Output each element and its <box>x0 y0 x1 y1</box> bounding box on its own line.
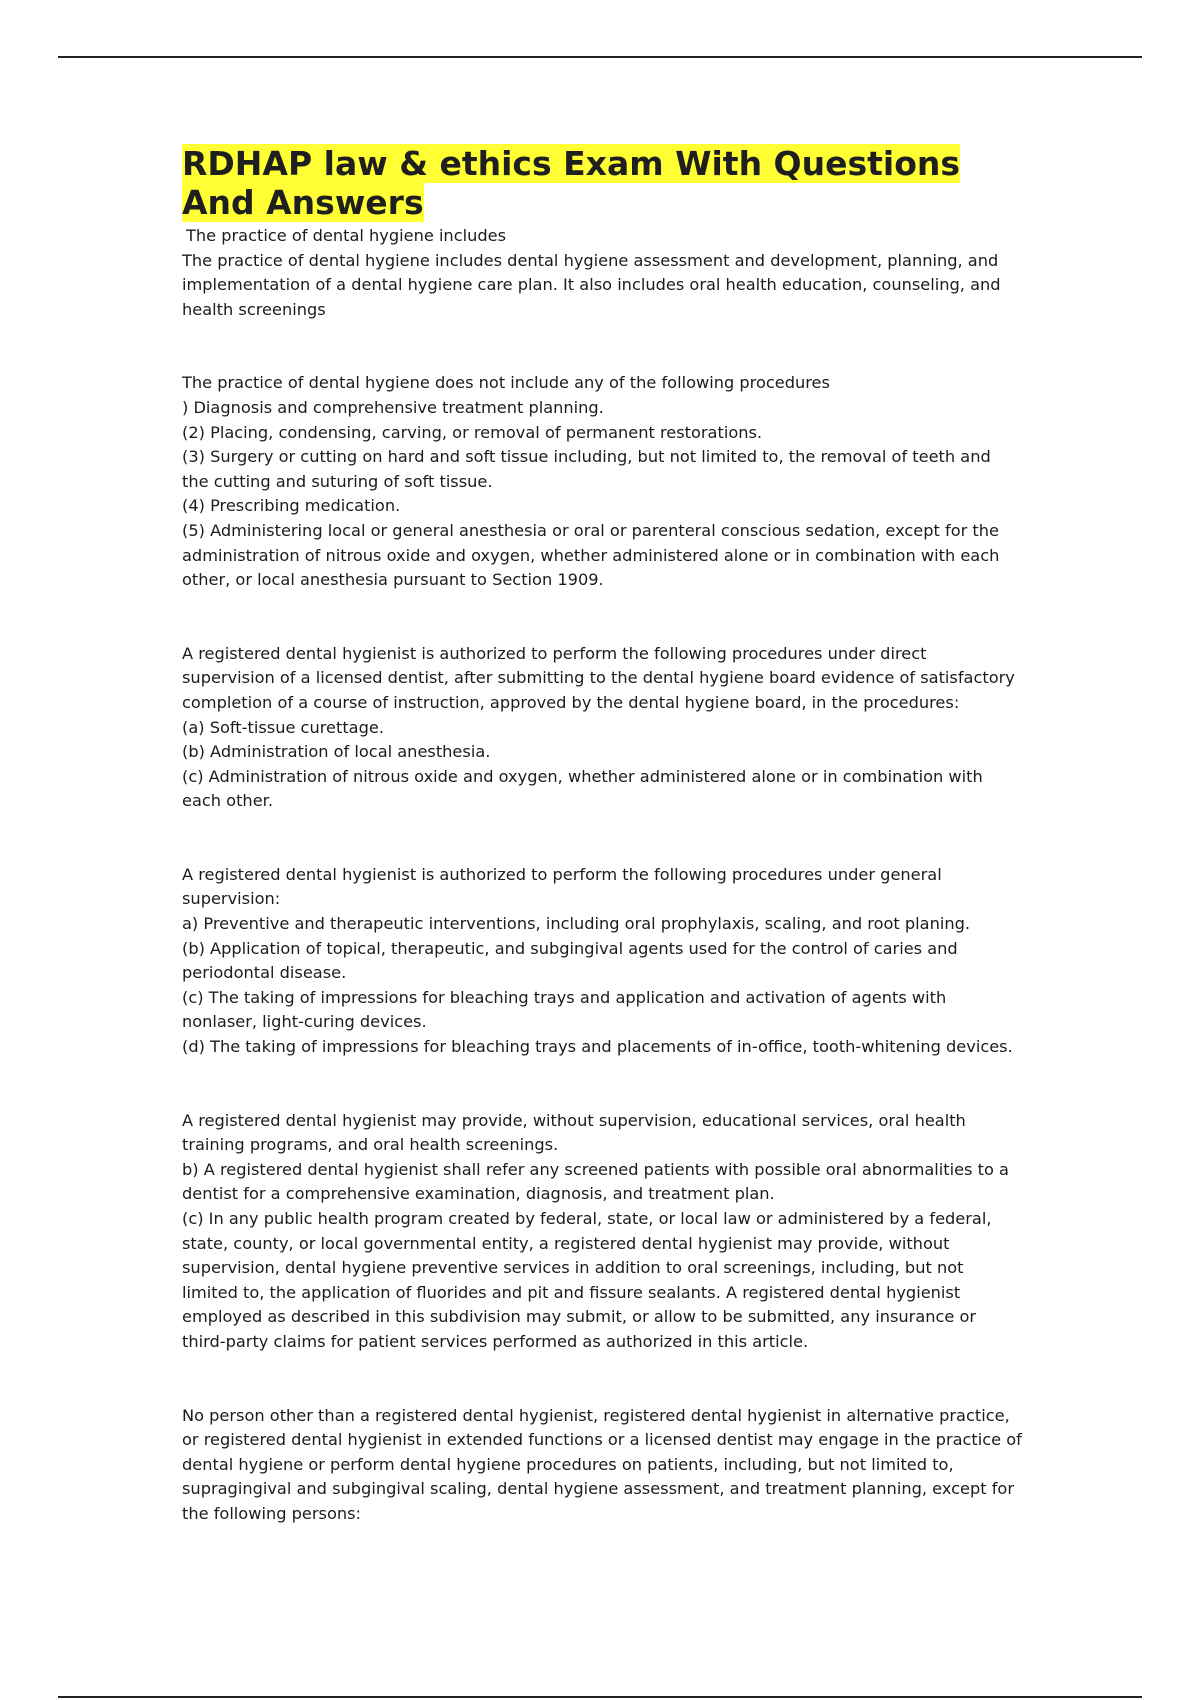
answer-line: (c) Administration of nitrous oxide and oxygen, whether administered alone or in combination with each other. <box>182 766 983 811</box>
answer-line: b) A registered dental hygienist shall refer any screened patients with possible oral abnormalities to a dentist for a comprehensive examination, diagnosis, and treatment plan. <box>182 1159 1009 1204</box>
answer-line: (2) Placing, condensing, carving, or removal of permanent restorations. <box>182 422 763 442</box>
qa-section-1 <box>182 224 1022 322</box>
question-text: A registered dental hygienist may provide, without supervision, educational services, oral health training programs, and oral health screenings. <box>182 1110 966 1155</box>
qa-section-2 <box>182 371 1022 592</box>
page-bottom-rule <box>58 1696 1142 1698</box>
question-text: The practice of dental hygiene includes <box>186 226 507 245</box>
question-text: No person other than a registered dental hygienist, registered dental hygienist in alternative practice, or registered dental hygienist in extended functions or a licensed dentist may engage in the practice of dental hygiene or perform dental hygiene procedures on patients, including, but not limited to, supragingival and subgingival scaling, dental hygiene assessment, and treatment planning, except for the following persons: <box>182 1405 1022 1523</box>
answer-line: (d) The taking of impressions for bleaching trays and placements of in-office, tooth-whitening devices. <box>182 1037 1013 1057</box>
qa-section-6 <box>182 1404 1022 1527</box>
answer-line: (b) Administration of local anesthesia. <box>182 742 491 762</box>
answer-line: (c) The taking of impressions for bleaching trays and application and activation of agents with nonlaser, light-curing devices. <box>182 987 947 1032</box>
qa-section-4 <box>182 863 1022 1060</box>
answer-line: (3) Surgery or cutting on hard and soft tissue including, but not limited to, the removal of teeth and the cutting and suturing of soft tissue. <box>182 447 991 491</box>
answer-line: (5) Administering local or general anesthesia or oral or parenteral conscious sedation, except for the administration of nitrous oxide and oxygen, whether administered alone or in combination with each other, or local anesthesia pursuant to Section 1909. <box>182 520 1000 590</box>
answer-text: The practice of dental hygiene includes dental hygiene assessment and development, planning, and implementation of a dental hygiene care plan. It also includes oral health education, counseling, and health screenings <box>182 250 1001 319</box>
question-text: A registered dental hygienist is authorized to perform the following procedures under general supervision: <box>182 864 942 909</box>
document-title <box>182 144 1022 222</box>
answer-line: ) Diagnosis and comprehensive treatment planning. <box>182 397 604 417</box>
title-highlight: RDHAP law & ethics Exam With Questions And Answers <box>182 144 961 222</box>
document-body <box>182 144 1022 1527</box>
question-text: The practice of dental hygiene does not include any of the following procedures <box>182 373 830 393</box>
answer-line: a) Preventive and therapeutic interventions, including oral prophylaxis, scaling, and root planing. <box>182 914 971 934</box>
answer-line: (4) Prescribing medication. <box>182 496 401 516</box>
answer-line: (b) Application of topical, therapeutic, and subgingival agents used for the control of caries and periodontal disease. <box>182 938 958 983</box>
question-text: A registered dental hygienist is authorized to perform the following procedures under direct supervision of a licensed dentist, after submitting to the dental hygiene board evidence of satisfactory completion of a course of instruction, approved by the dental hygiene board, in the procedures: <box>182 643 1015 712</box>
page-top-rule <box>58 56 1142 58</box>
answer-line: (c) In any public health program created by federal, state, or local law or administered by a federal, state, county, or local governmental entity, a registered dental hygienist may provide, without supervision, dental hygiene preventive services in addition to oral screenings, including, but not limited to, the application of fluorides and pit and fissure sealants. A registered dental hygienist employed as described in this subdivision may submit, or allow to be submitted, any insurance or third-party claims for patient services performed as authorized in this article. <box>182 1209 992 1351</box>
qa-section-5 <box>182 1109 1022 1355</box>
qa-section-3 <box>182 642 1022 814</box>
answer-line: (a) Soft-tissue curettage. <box>182 717 384 737</box>
